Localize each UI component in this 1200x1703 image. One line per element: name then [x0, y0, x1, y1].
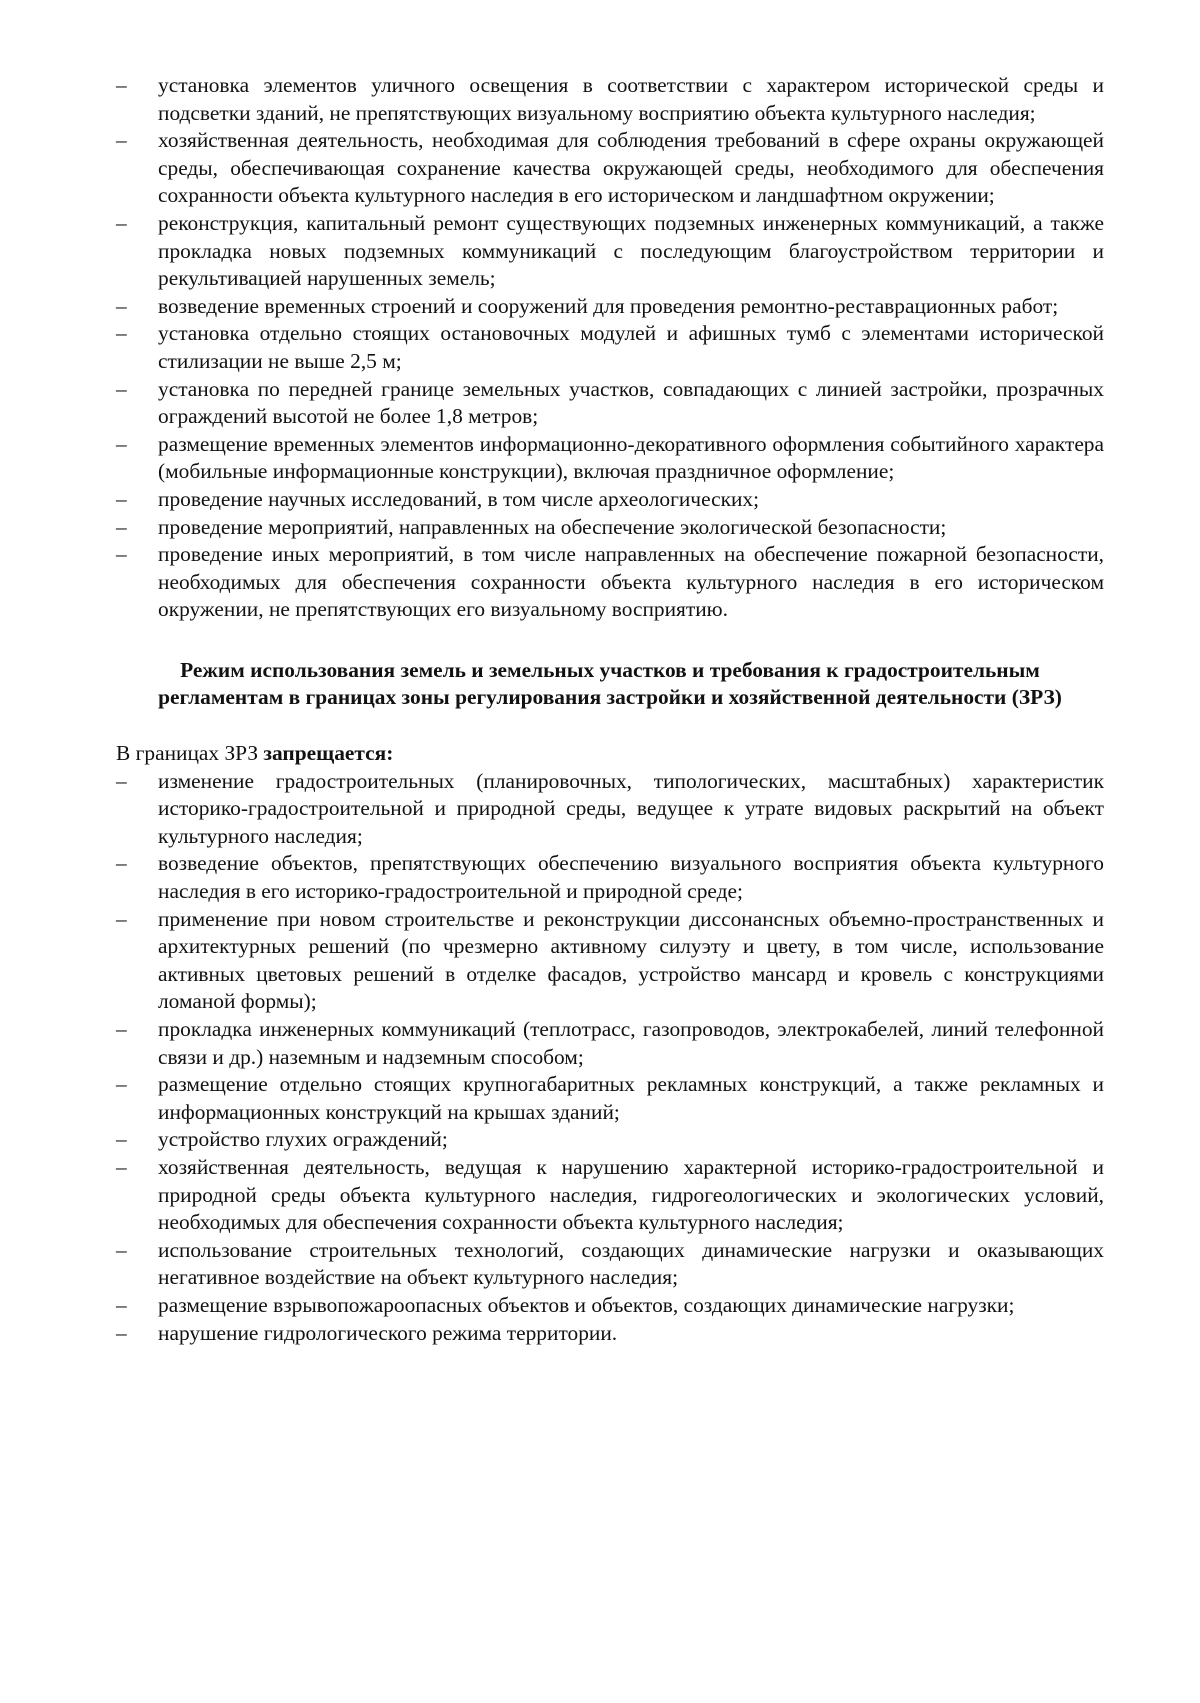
dash-bullet: – [116, 1127, 127, 1152]
list-item-text: возведение временных строений и сооружений для проведения ремонтно-реставрационных работ; [158, 293, 1059, 318]
list-item [116, 293, 1104, 321]
dash-bullet: – [116, 1072, 127, 1097]
list-item-text: проведение иных мероприятий, в том числе направленных на обеспечение пожарной безопасности, необходимых для обеспечения сохранности объекта культурного наследия в его историческом окружении, не препятствующих его визуальному восприятию. [158, 542, 1104, 622]
list-item-text: установка по передней границе земельных участков, совпадающих с линией застройки, прозрачных ограждений высотой не более 1,8 метров; [158, 376, 1104, 429]
list-item-text: прокладка инженерных коммуникаций (теплотрасс, газопроводов, электрокабелей, линий телефонной связи и др.) наземным и надземным способом; [158, 1017, 1104, 1069]
list-item-text: хозяйственная деятельность, необходимая для соблюдения требований в сфере охраны окружающей среды, обеспечивающая сохранение качества окружающей среды, необходимого для обеспечения сохранности объекта культурного наследия в его историческом и ландшафтном окружении; [158, 128, 1104, 208]
list-item-text: размещение отдельно стоящих крупногабаритных рекламных конструкций, а также рекламных и информационных конструкций на крышах зданий; [158, 1072, 1104, 1124]
section-heading: Режим использования земель и земельных участков и требования к градостроительным регламентам в границах зоны регулирования застройки и хозяйственной деятельности (ЗРЗ) [158, 657, 1062, 710]
list-item [116, 906, 1104, 1016]
dash-bullet: – [116, 906, 127, 931]
list-item-text: изменение градостроительных (планировочных, типологических, масштабных) характеристик историко-градостроительной и природной среды, ведущее к утрате видовых раскрытий на объект культурного наследия; [158, 768, 1104, 848]
list-item [116, 486, 1104, 514]
dash-bullet: – [116, 376, 127, 401]
dash-bullet: – [116, 1237, 127, 1262]
dash-bullet: – [116, 1292, 127, 1317]
list-item [116, 431, 1104, 486]
list-item [116, 1126, 1104, 1154]
dash-bullet: – [116, 851, 127, 876]
dash-bullet: – [116, 514, 127, 539]
prohibited-activities-list [116, 768, 1104, 1347]
list-item-text: хозяйственная деятельность, ведущая к нарушению характерной историко-градостроительной и природной среды объекта культурного наследия, гидрогеологических и экологических условий, необходимых для обеспечения сохранности объекта культурного наследия; [158, 1154, 1104, 1235]
permitted-activities-list [116, 72, 1104, 624]
list-item [116, 1016, 1104, 1071]
list-item [116, 1071, 1104, 1126]
list-item-text: размещение взрывопожароопасных объектов и объектов, создающих динамические нагрузки; [158, 1292, 1015, 1317]
dash-bullet: – [116, 1320, 127, 1345]
dash-bullet: – [116, 293, 127, 318]
dash-bullet: – [116, 486, 127, 511]
list-item [116, 376, 1104, 431]
dash-bullet: – [116, 1017, 127, 1041]
list-item-text: размещение временных элементов информационно-декоративного оформления событийного характера (мобильные информационные конструкции), включая праздничное оформление; [158, 431, 1104, 484]
dash-bullet: – [116, 73, 127, 97]
list-item-text: реконструкция, капитальный ремонт существующих подземных инженерных коммуникаций, а также прокладка новых подземных коммуникаций с последующим благоустройством территории и рекультивацией нарушенных земель; [158, 210, 1104, 291]
list-item [116, 210, 1104, 293]
dash-bullet: – [116, 431, 127, 456]
list-item-text: проведение мероприятий, направленных на обеспечение экологической безопасности; [158, 514, 947, 539]
list-item [116, 541, 1104, 624]
list-item [116, 1292, 1104, 1320]
dash-bullet: – [116, 768, 127, 793]
list-item-text: применение при новом строительстве и реконструкции диссонансных объемно-пространственных и архитектурных решений (по чрезмерно активному силуэту и цвету, в том числе, использование активных цветовых решений в отделке фасадов, устройство мансард и кровель с конструкциями ломаной формы); [158, 906, 1104, 1014]
dash-bullet: – [116, 1154, 127, 1179]
list-item [116, 72, 1104, 127]
list-item-text: возведение объектов, препятствующих обеспечению визуального восприятия объекта культурного наследия в его историко-градостроительной и природной среде; [158, 851, 1104, 904]
list-item [116, 1320, 1104, 1348]
dash-bullet: – [116, 210, 127, 235]
document-body [116, 72, 1104, 1347]
dash-bullet: – [116, 542, 127, 567]
dash-bullet: – [116, 128, 127, 153]
list-item [116, 1237, 1104, 1292]
list-item-text: установка отдельно стоящих остановочных модулей и афишных тумб с элементами исторической стилизации не выше 2,5 м; [158, 321, 1104, 373]
list-item [116, 320, 1104, 375]
intro-emphasis: запрещается: [263, 741, 394, 766]
dash-bullet: – [116, 321, 127, 346]
list-item-text: устройство глухих ограждений; [158, 1127, 448, 1152]
list-item [116, 514, 1104, 542]
list-item [116, 850, 1104, 905]
list-item [116, 1154, 1104, 1237]
list-item-text: проведение научных исследований, в том числе археологических; [158, 486, 760, 511]
prohibited-intro [116, 740, 1104, 768]
list-item-text: установка элементов уличного освещения в соответствии с характером исторической среды и подсветки зданий, не препятствующих визуальному восприятию объекта культурного наследия; [158, 73, 1104, 125]
list-item-text: использование строительных технологий, создающих динамические нагрузки и оказывающих негативное воздействие на объект культурного наследия; [158, 1237, 1104, 1290]
intro-prefix: В границах ЗРЗ [116, 741, 264, 766]
list-item [116, 768, 1104, 851]
list-item [116, 127, 1104, 210]
list-item-text: нарушение гидрологического режима территории. [158, 1320, 618, 1345]
